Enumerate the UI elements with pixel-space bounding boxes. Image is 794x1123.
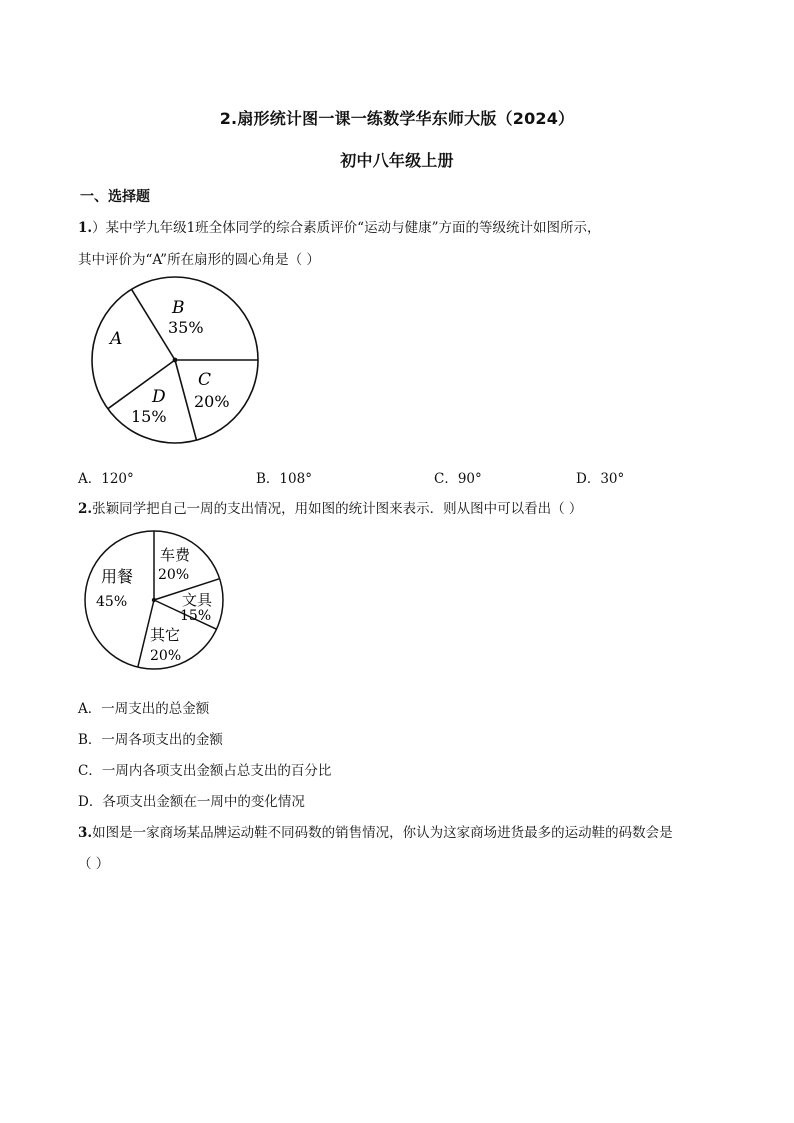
question-2-option-c[interactable]: C．一周内各项支出金额占总支出的百分比 bbox=[78, 763, 332, 779]
question-2-line bbox=[78, 497, 582, 517]
label-car: 车费 bbox=[160, 546, 191, 564]
question-1-line-2: 其中评价为“A”所在扇形的圆心角是（ ） bbox=[78, 252, 320, 268]
question-1-option-b[interactable]: B．108° bbox=[256, 471, 312, 487]
question-2-number: 2. bbox=[78, 501, 93, 517]
label-b-percent: 35% bbox=[168, 318, 204, 337]
label-a: A bbox=[110, 329, 123, 349]
question-2-pie-chart bbox=[82, 528, 228, 674]
label-meal-percent: 45% bbox=[96, 594, 128, 610]
question-3-blank: （ ） bbox=[78, 856, 110, 872]
label-c-percent: 20% bbox=[194, 392, 230, 411]
question-3-number: 3. bbox=[78, 825, 93, 841]
label-d-percent: 15% bbox=[131, 407, 167, 426]
question-1-option-c[interactable]: C．90° bbox=[434, 471, 482, 487]
question-2-option-d[interactable]: D．各项支出金额在一周中的变化情况 bbox=[78, 794, 305, 810]
question-3-text: 如图是一家商场某品牌运动鞋不同码数的销售情况，你认为这家商场进货最多的运动鞋的码数会是 bbox=[92, 825, 673, 841]
question-1-option-a[interactable]: A．120° bbox=[78, 471, 134, 487]
document-subtitle: 初中八年级上册 bbox=[340, 151, 454, 170]
question-2-option-b[interactable]: B．一周各项支出的金额 bbox=[78, 732, 223, 748]
question-2-option-a[interactable]: A．一周支出的总金额 bbox=[78, 701, 210, 717]
question-1-number: 1. bbox=[78, 220, 93, 236]
pie-center bbox=[173, 358, 178, 363]
pie-center bbox=[152, 598, 156, 602]
label-stationery: 文具 bbox=[182, 591, 213, 609]
question-1-pie-chart bbox=[88, 276, 264, 448]
label-c: C bbox=[198, 370, 212, 390]
label-b: B bbox=[172, 298, 185, 318]
label-stationery-percent: 15% bbox=[180, 608, 212, 624]
label-d: D bbox=[152, 387, 166, 407]
document-title: 2.扇形统计图一课一练数学华东师大版（2024） bbox=[219, 109, 575, 128]
question-3-line bbox=[78, 821, 673, 841]
question-1-line-1 bbox=[78, 216, 601, 236]
label-meal: 用餐 bbox=[101, 567, 134, 586]
section-heading: 一、选择题 bbox=[80, 189, 150, 205]
label-other: 其它 bbox=[150, 626, 181, 644]
question-1-text: ）某中学九年级1班全体同学的综合素质评价“运动与健康”方面的等级统计如图所示， bbox=[92, 220, 601, 236]
question-2-text: 张颖同学把自己一周的支出情况，用如图的统计图来表示．则从图中可以看出（ ） bbox=[92, 501, 583, 517]
label-car-percent: 20% bbox=[158, 567, 190, 583]
question-1-option-d[interactable]: D．30° bbox=[576, 471, 625, 487]
label-other-percent: 20% bbox=[150, 648, 182, 664]
